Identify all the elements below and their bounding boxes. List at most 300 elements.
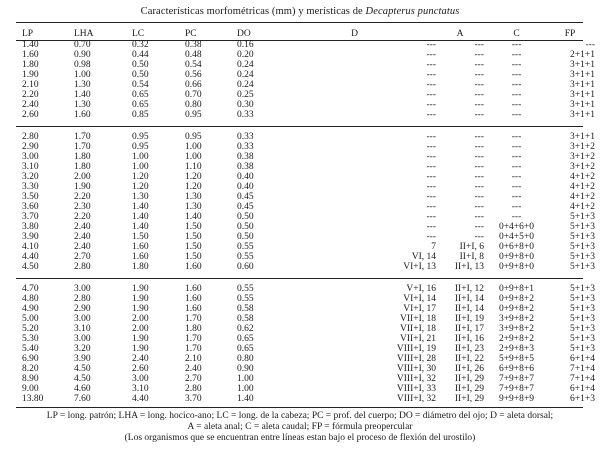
cell-do: 0.55	[237, 284, 254, 294]
table-row	[18, 364, 595, 374]
cell-d: ---	[426, 232, 436, 242]
table-row	[18, 304, 595, 314]
cell-pc: 2.10	[185, 354, 202, 364]
table-row	[18, 40, 595, 50]
cell-d: VIII+I, 28	[396, 354, 436, 364]
cell-lp: 5.30	[22, 334, 39, 344]
table-row	[18, 202, 595, 212]
table-row	[18, 132, 595, 142]
cell-c: 6+9+8+6	[498, 364, 535, 374]
cell-lp: 5.40	[22, 344, 39, 354]
cell-c: 0+9+8+1	[498, 284, 535, 294]
cell-fp: 6+1+4	[570, 354, 595, 364]
cell-pc: 0.56	[185, 70, 202, 80]
cell-lha: 1.70	[74, 132, 91, 142]
cell-do: 0.65	[237, 334, 254, 344]
cell-lc: 0.54	[132, 80, 149, 90]
cell-fp: 3+1+1	[570, 60, 595, 70]
cell-pc: 0.95	[185, 110, 202, 120]
table-row	[18, 344, 595, 354]
header-c: C	[513, 29, 520, 39]
cell-lc: 2.40	[132, 354, 149, 364]
cell-d: VI+I, 14	[403, 294, 436, 304]
header-rule	[16, 40, 583, 41]
cell-pc: 1.50	[185, 252, 202, 262]
cell-fp: 6+1+3	[570, 394, 595, 404]
header-fp: FP	[564, 29, 576, 39]
cell-a: ---	[474, 232, 484, 242]
cell-lc: 1.00	[132, 152, 149, 162]
cell-fp: 5+1+3	[570, 314, 595, 324]
cell-a: II+I, 13	[454, 262, 484, 272]
table-row	[18, 192, 595, 202]
header-a: A	[456, 29, 464, 39]
cell-lc: 1.90	[132, 294, 149, 304]
cell-lc: 4.40	[132, 394, 149, 404]
cell-fp: 5+1+3	[570, 344, 595, 354]
cell-a: ---	[474, 222, 484, 232]
cell-lc: 1.90	[132, 304, 149, 314]
cell-lp: 3.60	[22, 202, 39, 212]
cell-pc: 1.30	[185, 192, 202, 202]
cell-lha: 2.80	[74, 262, 91, 272]
group-rule-2	[16, 278, 583, 279]
cell-c: 5+9+8+5	[498, 354, 535, 364]
cell-a: II+I, 14	[454, 294, 484, 304]
bottom-rule	[16, 407, 583, 408]
cell-do: 0.24	[237, 80, 254, 90]
cell-d: ---	[426, 60, 436, 70]
cell-do: 0.20	[237, 50, 254, 60]
cell-lc: 2.60	[132, 364, 149, 374]
table-row	[18, 374, 595, 384]
cell-d: VIII+I, 32	[396, 374, 436, 384]
cell-pc: 1.70	[185, 314, 202, 324]
table-row	[18, 262, 595, 272]
cell-a: II+I, 29	[454, 384, 484, 394]
cell-lp: 13.80	[22, 394, 44, 404]
cell-lc: 1.80	[132, 262, 149, 272]
cell-lc: 0.85	[132, 110, 149, 120]
header-d: D	[351, 29, 358, 39]
cell-fp: 4+1+2	[570, 192, 595, 202]
cell-a: ---	[474, 50, 484, 60]
cell-lha: 2.70	[74, 252, 91, 262]
cell-d: 7	[431, 242, 436, 252]
cell-lp: 8.20	[22, 364, 39, 374]
cell-lha: 1.40	[74, 90, 91, 100]
table-row	[18, 384, 595, 394]
cell-do: 0.33	[237, 132, 254, 142]
cell-do: 0.24	[237, 70, 254, 80]
cell-do: 0.90	[237, 364, 254, 374]
cell-lp: 8.90	[22, 374, 39, 384]
cell-fp: 5+1+3	[570, 324, 595, 334]
cell-lp: 3.30	[22, 182, 39, 192]
cell-do: 0.45	[237, 202, 254, 212]
cell-lha: 4.50	[74, 364, 91, 374]
cell-fp: 3+1+2	[570, 152, 595, 162]
cell-lha: 7.60	[74, 394, 91, 404]
cell-lha: 4.60	[74, 384, 91, 394]
cell-a: ---	[474, 172, 484, 182]
table-row	[18, 182, 595, 192]
cell-pc: 1.50	[185, 232, 202, 242]
cell-lha: 1.30	[74, 100, 91, 110]
cell-do: 0.58	[237, 314, 254, 324]
top-rule	[16, 22, 583, 23]
cell-a: ---	[474, 90, 484, 100]
table-row	[18, 252, 595, 262]
cell-pc: 1.20	[185, 182, 202, 192]
header-lp: LP	[22, 29, 34, 39]
cell-a: ---	[474, 152, 484, 162]
cell-fp: 4+1+2	[570, 202, 595, 212]
cell-pc: 0.54	[185, 60, 202, 70]
cell-do: 1.00	[237, 374, 254, 384]
cell-c: ---	[511, 132, 522, 142]
cell-lha: 1.60	[74, 110, 91, 120]
cell-a: II+I, 26	[454, 364, 484, 374]
cell-fp: 5+1+3	[570, 262, 595, 272]
cell-pc: 1.60	[185, 294, 202, 304]
cell-d: ---	[426, 172, 436, 182]
cell-lha: 2.20	[74, 212, 91, 222]
cell-lha: 0.98	[74, 60, 91, 70]
cell-lha: 2.00	[74, 172, 91, 182]
cell-a: II+I, 8	[459, 252, 484, 262]
table-row	[18, 212, 595, 222]
cell-lha: 2.40	[74, 222, 91, 232]
cell-lha: 2.90	[74, 304, 91, 314]
cell-a: II+I, 29	[454, 394, 484, 404]
header-lc: LC	[132, 29, 145, 39]
cell-lha: 2.30	[74, 202, 91, 212]
cell-c: 3+9+8+2	[498, 314, 535, 324]
cell-a: ---	[474, 182, 484, 192]
cell-lp: 1.90	[22, 70, 39, 80]
table-row	[18, 394, 595, 404]
cell-a: ---	[474, 80, 484, 90]
cell-lp: 3.80	[22, 222, 39, 232]
cell-pc: 1.40	[185, 212, 202, 222]
cell-lc: 1.30	[132, 192, 149, 202]
cell-lha: 3.00	[74, 334, 91, 344]
cell-lc: 2.00	[132, 314, 149, 324]
cell-lha: 3.10	[74, 324, 91, 334]
cell-lc: 0.50	[132, 70, 149, 80]
morphometric-table	[18, 28, 595, 404]
cell-fp: 5+1+3	[570, 334, 595, 344]
cell-a: ---	[474, 192, 484, 202]
cell-pc: 1.20	[185, 172, 202, 182]
cell-c: 9+9+8+9	[498, 394, 535, 404]
cell-fp: 5+1+3	[570, 222, 595, 232]
cell-c: ---	[511, 172, 522, 182]
cell-pc: 1.10	[185, 162, 202, 172]
cell-lc: 1.50	[132, 232, 149, 242]
cell-lc: 1.90	[132, 344, 149, 354]
cell-d: VIII+I, 19	[396, 344, 436, 354]
cell-pc: 2.70	[185, 374, 202, 384]
cell-pc: 2.80	[185, 384, 202, 394]
cell-lc: 0.65	[132, 100, 149, 110]
cell-lc: 1.90	[132, 334, 149, 344]
cell-do: 0.60	[237, 262, 254, 272]
table-row	[18, 172, 595, 182]
cell-lha: 2.40	[74, 232, 91, 242]
cell-lp: 2.40	[22, 100, 39, 110]
cell-d: ---	[426, 50, 436, 60]
cell-do: 1.00	[237, 384, 254, 394]
cell-do: 0.16	[237, 40, 254, 50]
cell-pc: 0.38	[185, 40, 202, 50]
cell-c: ---	[511, 50, 522, 60]
cell-fp: 5+1+3	[570, 212, 595, 222]
table-row	[18, 70, 595, 80]
cell-d: VII+I, 18	[400, 324, 436, 334]
cell-do: 0.55	[237, 252, 254, 262]
cell-a: ---	[474, 100, 484, 110]
cell-a: II+I, 14	[454, 304, 484, 314]
cell-a: II+I, 23	[454, 344, 484, 354]
header-pc: PC	[185, 29, 197, 39]
cell-c: 0+9+8+2	[498, 294, 535, 304]
cell-pc: 1.60	[185, 304, 202, 314]
cell-do: 0.24	[237, 60, 254, 70]
cell-do: 0.65	[237, 344, 254, 354]
cell-pc: 1.00	[185, 142, 202, 152]
table-row	[18, 324, 595, 334]
cell-fp: 4+1+2	[570, 182, 595, 192]
cell-fp: 3+1+1	[570, 90, 595, 100]
cell-a: ---	[474, 60, 484, 70]
cell-lc: 3.00	[132, 374, 149, 384]
cell-c: ---	[511, 142, 522, 152]
cell-lp: 3.10	[22, 162, 39, 172]
header-row	[18, 28, 595, 40]
cell-d: ---	[426, 152, 436, 162]
cell-lc: 1.40	[132, 222, 149, 232]
table-row	[18, 80, 595, 90]
cell-do: 0.45	[237, 192, 254, 202]
cell-lc: 0.50	[132, 60, 149, 70]
cell-lha: 2.80	[74, 294, 91, 304]
cell-c: ---	[511, 162, 522, 172]
cell-lha: 1.80	[74, 152, 91, 162]
cell-do: 0.62	[237, 324, 254, 334]
table-row	[18, 294, 595, 304]
cell-lp: 1.80	[22, 60, 39, 70]
cell-do: 0.38	[237, 162, 254, 172]
cell-c: ---	[511, 40, 522, 50]
cell-lc: 1.20	[132, 182, 149, 192]
cell-pc: 1.50	[185, 222, 202, 232]
table-row	[18, 222, 595, 232]
cell-lp: 2.60	[22, 110, 39, 120]
cell-lp: 3.90	[22, 232, 39, 242]
cell-do: 0.25	[237, 90, 254, 100]
cell-pc: 0.80	[185, 100, 202, 110]
cell-lha: 1.90	[74, 182, 91, 192]
cell-a: ---	[474, 110, 484, 120]
cell-do: 1.40	[237, 394, 254, 404]
cell-pc: 2.40	[185, 364, 202, 374]
cell-a: II+I, 17	[454, 324, 484, 334]
cell-d: VII+I, 21	[400, 334, 436, 344]
cell-a: ---	[474, 142, 484, 152]
cell-d: ---	[426, 202, 436, 212]
cell-lc: 3.10	[132, 384, 149, 394]
header-do: DO	[237, 29, 251, 39]
cell-do: 0.33	[237, 110, 254, 120]
cell-c: ---	[511, 192, 522, 202]
cell-fp: 6+1+4	[570, 384, 595, 394]
footnote-line-2: A = aleta anal; C = aleta caudal; FP = fórmula preopercular	[187, 422, 413, 432]
cell-fp: ---	[585, 40, 595, 50]
cell-fp: 3+1+2	[570, 142, 595, 152]
cell-fp: 3+1+1	[570, 100, 595, 110]
cell-lha: 2.20	[74, 192, 91, 202]
cell-lp: 3.50	[22, 192, 39, 202]
cell-fp: 3+1+1	[570, 110, 595, 120]
cell-fp: 3+1+2	[570, 162, 595, 172]
cell-do: 0.50	[237, 222, 254, 232]
table-row	[18, 334, 595, 344]
cell-c: 0+6+8+0	[498, 242, 535, 252]
cell-pc: 1.60	[185, 262, 202, 272]
cell-pc: 0.66	[185, 80, 202, 90]
cell-c: 0+9+8+2	[498, 304, 535, 314]
table-body	[18, 40, 595, 404]
cell-lha: 1.00	[74, 70, 91, 80]
table-title	[0, 6, 600, 17]
cell-a: II+I, 29	[454, 374, 484, 384]
cell-lc: 1.60	[132, 252, 149, 262]
cell-lc: 1.40	[132, 212, 149, 222]
cell-lha: 3.00	[74, 284, 91, 294]
cell-c: 2+9+8+3	[498, 344, 535, 354]
table-row	[18, 242, 595, 252]
cell-do: 0.30	[237, 100, 254, 110]
cell-lha: 0.90	[74, 50, 91, 60]
cell-lp: 4.50	[22, 262, 39, 272]
table-row	[18, 90, 595, 100]
cell-fp: 4+1+2	[570, 172, 595, 182]
table-row	[18, 110, 595, 120]
cell-d: ---	[426, 222, 436, 232]
cell-lp: 9.00	[22, 384, 39, 394]
cell-c: 0+4+6+0	[498, 222, 535, 232]
cell-lp: 4.10	[22, 242, 39, 252]
cell-lha: 0.70	[74, 40, 91, 50]
cell-a: II+I, 12	[454, 284, 484, 294]
cell-lp: 5.00	[22, 314, 39, 324]
cell-c: 7+9+8+7	[498, 384, 535, 394]
cell-lha: 1.80	[74, 162, 91, 172]
footnote-line-3: (Los organismos que se encuentran entre líneas estan bajo el proceso de flexión del urostilo)	[124, 433, 476, 443]
cell-d: ---	[426, 100, 436, 110]
cell-lc: 1.40	[132, 202, 149, 212]
title-prefix: Características morfométricas (mm) y merísticas de	[140, 6, 366, 17]
cell-d: ---	[426, 40, 436, 50]
cell-pc: 0.95	[185, 132, 202, 142]
cell-pc: 1.30	[185, 202, 202, 212]
cell-do: 0.50	[237, 232, 254, 242]
cell-a: ---	[474, 212, 484, 222]
table-footnote	[0, 411, 600, 444]
cell-pc: 1.70	[185, 334, 202, 344]
cell-d: ---	[426, 142, 436, 152]
cell-fp: 3+1+1	[570, 132, 595, 142]
cell-c: 3+9+8+2	[498, 324, 535, 334]
cell-a: ---	[474, 70, 484, 80]
cell-pc: 0.48	[185, 50, 202, 60]
cell-a: ---	[474, 132, 484, 142]
cell-a: ---	[474, 162, 484, 172]
cell-lc: 0.44	[132, 50, 149, 60]
cell-d: VIII+I, 30	[396, 364, 436, 374]
cell-a: II+I, 6	[459, 242, 484, 252]
cell-c: ---	[511, 100, 522, 110]
cell-lha: 1.30	[74, 80, 91, 90]
cell-do: 0.40	[237, 172, 254, 182]
cell-lc: 0.32	[132, 40, 149, 50]
cell-lp: 4.90	[22, 304, 39, 314]
cell-lc: 0.95	[132, 132, 149, 142]
group-rule-1	[16, 126, 583, 127]
cell-d: ---	[426, 80, 436, 90]
table-row	[18, 314, 595, 324]
cell-lp: 5.20	[22, 324, 39, 334]
cell-lc: 1.60	[132, 242, 149, 252]
cell-do: 0.55	[237, 294, 254, 304]
table-row	[18, 142, 595, 152]
cell-a: II+I, 16	[454, 334, 484, 344]
footnote-line-1: LP = long. patrón; LHA = long. hocico-ano; LC = long. de la cabeza; PC = prof. del cuerpo; DO = diámetro del ojo; D = aleta dorsal;	[46, 411, 554, 421]
cell-fp: 3+1+1	[570, 80, 595, 90]
cell-lc: 1.90	[132, 284, 149, 294]
cell-fp: 7+1+4	[570, 374, 595, 384]
title-species: Decapterus punctatus	[365, 6, 460, 17]
cell-d: VIII+I, 33	[396, 384, 436, 394]
cell-lha: 3.20	[74, 344, 91, 354]
cell-do: 0.40	[237, 182, 254, 192]
cell-c: 2+9+8+2	[498, 334, 535, 344]
cell-c: ---	[511, 70, 522, 80]
cell-lp: 1.60	[22, 50, 39, 60]
cell-c: 0+9+8+0	[498, 252, 535, 262]
cell-d: VI+I, 13	[403, 262, 436, 272]
table-row	[18, 162, 595, 172]
cell-a: II+I, 22	[454, 354, 484, 364]
table-row	[18, 152, 595, 162]
cell-lp: 4.70	[22, 284, 39, 294]
cell-fp: 5+1+3	[570, 304, 595, 314]
cell-fp: 7+1+4	[570, 364, 595, 374]
table-row	[18, 100, 595, 110]
cell-c: ---	[511, 152, 522, 162]
cell-lha: 4.50	[74, 374, 91, 384]
cell-pc: 0.70	[185, 90, 202, 100]
cell-lha: 1.70	[74, 142, 91, 152]
cell-c: ---	[511, 182, 522, 192]
cell-lp: 6.90	[22, 354, 39, 364]
table-row	[18, 232, 595, 242]
cell-fp: 5+1+3	[570, 284, 595, 294]
cell-d: VIII+I, 32	[396, 394, 436, 404]
cell-fp: 5+1+3	[570, 294, 595, 304]
